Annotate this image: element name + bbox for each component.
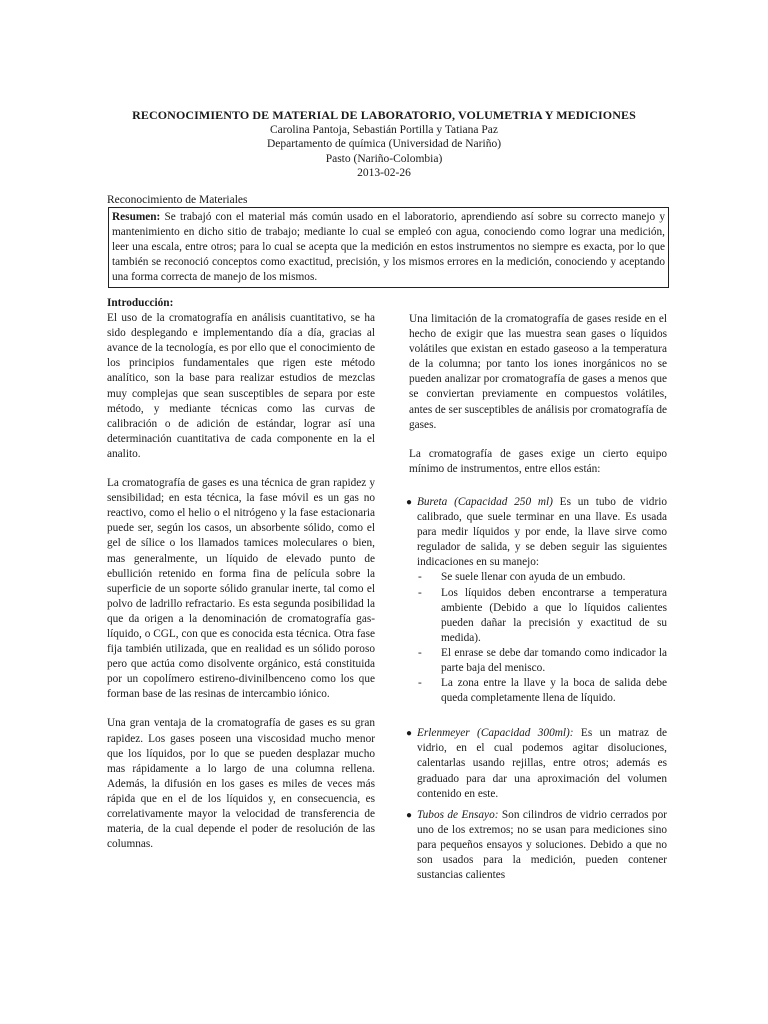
abstract-label: Resumen: [112, 211, 161, 223]
dash-icon: - [418, 677, 422, 690]
item-text: Es un tubo de vidrio calibrado, que suele terminar en una llave. Es usada para medir líquidos y por ende, la llave sirve como regulador de salida, y se deben seguir las siguientes indicaciones en su manejo: [417, 495, 667, 569]
sub-list-item: - La zona entre la llave y la boca de salida debe queda completamente llena de líquido. [418, 677, 667, 705]
location: Pasto (Nariño-Colombia) [325, 152, 443, 165]
sub-list-item: - Se suele llenar con ayuda de un embudo. [409, 570, 667, 585]
paragraph: Una gran ventaja de la cromatografía de gases es su gran rapidez. Los gases poseen una viscosidad mucho menor que los líquidos, por lo que se pueden desplazar mucho mas rápidamente a lo largo de una columna rellena. Además, la difusión en los gases es miles de veces más rápida que en el de los líquidos y, en consecuencia, es correlativamente mayor la velocidad de transferencia de materia, de la cual depende el poder de resolución de las columnas. [107, 717, 375, 851]
abstract-box [108, 207, 669, 288]
item-name: Erlenmeyer (Capacidad 300ml): [417, 727, 574, 740]
abstract-text: Se trabajó con el material más común usado en el laboratorio, aprendiendo así sobre su correcto manejo y mantenimiento en dicho sitio de trabajo; mediante lo cual se empleó con agua, conociendo como lograr una medición, leer una escala, entre otros; para lo cual se acepta que la medición en estos instrumentos no siempre es exacta, por lo que también se reconoció conceptos como exactitud, precisión, y los mismos errores en la medición, conociendo y aceptando una forma correcta de manejo de los mismos. [112, 211, 665, 283]
date: 2013-02-26 [357, 167, 411, 180]
paragraph: La cromatografía de gases es una técnica de gran rapidez y sensibilidad; en esta técnica, la fase móvil es un gas no reactivo, como el helio o el nitrógeno y la fase estacionaria puede ser, según los casos, un absorbente sólido, como el gel de sílice o los llamados tamices moleculares o bien, mas generalmente, un líquido de elevado punto de ebullición retenido en forma fina de película sobre la superficie de un soporte sólido granular inerte, tal como el polvo de ladrillo refractario. Es esta segunda posibilidad la que da origen a la denominación de cromatografía gas-líquido, o CGL, con que es conocida esta técnica. Otra fase fija también utilizada, que en realidad es un sólido poroso pero que actúa como disolvente orgánico, está constituida por un copolímero estireno-divinilbenceno como los que forman base de las resinas de intercambio iónico. [107, 477, 375, 701]
department: Departamento de química (Universidad de Nariño) [266, 138, 502, 151]
item-text: Son cilindros de vidrio cerrados por uno de los extremos; no se usan para mediciones sino para pequeños ensayos y soluciones. Debido a que no son usados para la medición, pueden contener sustancias calientes [417, 808, 667, 882]
sub-list-item: - El enrase se debe dar tomando como indicador la parte baja del menisco. [418, 646, 667, 674]
section-label: Reconocimiento de Materiales [107, 194, 248, 206]
dash-icon: - [418, 586, 422, 599]
authors: Carolina Pantoja, Sebastián Portilla y Tatiana Paz [270, 123, 498, 136]
list-item-tubos [406, 808, 667, 883]
paper-header [100, 108, 668, 181]
paragraph: La cromatografía de gases exige un cierto equipo mínimo de instrumentos, entre ellos están: [409, 447, 667, 475]
paper-title: RECONOCIMIENTO DE MATERIAL DE LABORATORIO, VOLUMETRIA Y MEDICIONES [132, 108, 636, 122]
sub-list [409, 570, 667, 706]
bullet-icon: ● [406, 496, 413, 508]
paragraph: Una limitación de la cromatografía de gases reside en el hecho de exigir que las muestra sean gases o líquidos volátiles que existan en estado gaseoso a la temperatura de la columna; por tanto los iones inorgánicos no se pueden analizar por cromatografía de gases a menos que se conviertan previamente en compuestos volátiles, antes de ser susceptibles de análisis por cromatografía de gases. [409, 313, 667, 431]
paragraph: El uso de la cromatografía en análisis cuantitativo, se ha sido desplegando e implementando día a día, gracias al avance de la tecnología, es por ello que el conocimiento de los principios fundamentales que rigen este método analítico, son la base para realizar estudios de mezclas muy complejas que sean susceptibles de separa por este método, y mediante técnicas como las curvas de calibración o de adición de estándar, lograr así una determinación cuantitativa de cada componente en la el analito. [107, 312, 375, 460]
right-column [406, 312, 667, 897]
bullet-icon: ● [406, 809, 413, 821]
dash-icon: - [418, 646, 422, 659]
list-item-bureta [406, 495, 667, 706]
left-column [107, 296, 375, 866]
sub-list-item: - Los líquidos deben encontrarse a temperatura ambiente (Debido a que lo líquidos calientes pueden dañar la precisión y exactitud de su medida). [418, 586, 667, 644]
bullet-icon: ● [406, 728, 413, 740]
item-text: Es un matraz de vidrio, en el cual podemos agitar disoluciones, calentarlas usando rejillas, entre otros; además es graduado para dar una aproximación del volumen contenido en este. [417, 727, 667, 800]
dash-icon: - [418, 571, 422, 584]
intro-heading: Introducción: [107, 297, 174, 309]
item-name: Bureta (Capacidad 250 ml) [417, 495, 553, 508]
list-item-erlenmeyer [406, 726, 667, 801]
item-name: Tubos de Ensayo: [417, 808, 499, 821]
